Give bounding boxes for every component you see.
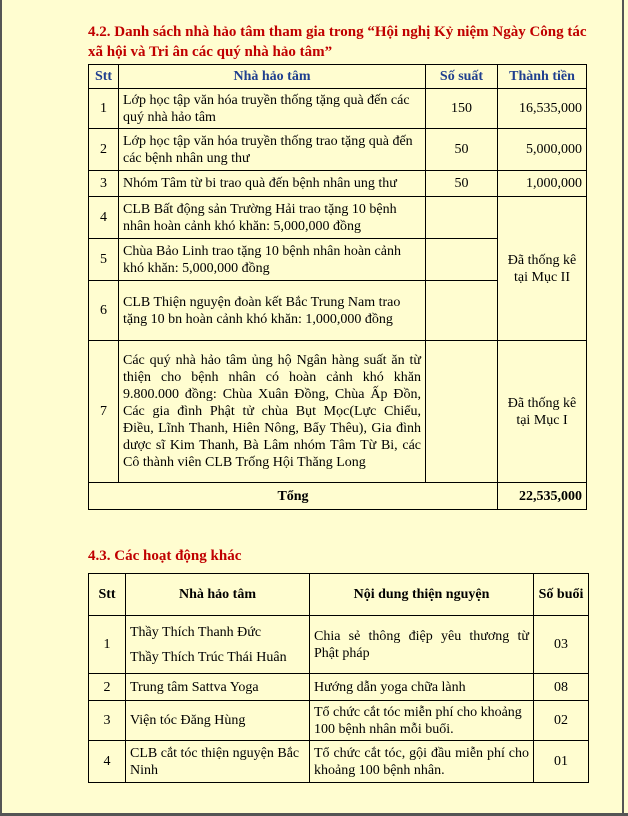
row-amount: Đã thống kê tại Mục I xyxy=(498,341,587,483)
col-stt-header: Stt xyxy=(89,574,126,616)
col-amount-header: Thành tiền xyxy=(498,65,587,89)
row-content: Hướng dẫn yoga chữa lành xyxy=(310,674,534,701)
table-row xyxy=(89,741,589,783)
donor-list-table xyxy=(88,64,587,510)
table-row xyxy=(89,341,587,483)
table-header-row xyxy=(89,574,589,616)
row-stt: 4 xyxy=(89,741,126,783)
col-portions-header: Số suất xyxy=(426,65,498,89)
table-row xyxy=(89,171,587,197)
col-donor-header: Nhà hảo tâm xyxy=(119,65,426,89)
row-stt: 1 xyxy=(89,89,119,129)
row-stt: 2 xyxy=(89,674,126,701)
col-donor-header: Nhà hảo tâm xyxy=(126,574,310,616)
donor-name-b: Thầy Thích Trúc Thái Huân xyxy=(130,649,287,665)
row-donor: Lớp học tập văn hóa truyền thống trao tặng quà đến các bệnh nhân ung thư xyxy=(119,129,426,171)
row-sessions: 08 xyxy=(534,674,589,701)
row-sessions: 02 xyxy=(534,701,589,741)
row-stt: 1 xyxy=(89,616,126,674)
row-donor: Nhóm Tâm từ bi trao quà đến bệnh nhân ung thư xyxy=(119,171,426,197)
table-row xyxy=(89,674,589,701)
row-amount: 16,535,000 xyxy=(498,89,587,129)
row-amount: 5,000,000 xyxy=(498,129,587,171)
table-row xyxy=(89,129,587,171)
col-stt-header: Stt xyxy=(89,65,119,89)
row-content: Tổ chức cắt tóc miễn phí cho khoảng 100 bệnh nhân mỗi buổi. xyxy=(310,701,534,741)
total-label: Tổng xyxy=(89,483,498,510)
row-stt: 5 xyxy=(89,239,119,281)
col-content-header: Nội dung thiện nguyện xyxy=(310,574,534,616)
section-4-3-heading: 4.3. Các hoạt động khác xyxy=(88,548,242,564)
table-row xyxy=(89,616,589,674)
row-portions-empty xyxy=(426,281,498,341)
page-right-border xyxy=(622,0,624,816)
row-stt: 2 xyxy=(89,129,119,171)
row-donor: CLB cắt tóc thiện nguyện Bắc Ninh xyxy=(126,741,310,783)
table-row xyxy=(89,701,589,741)
row-sessions: 01 xyxy=(534,741,589,783)
total-amount: 22,535,000 xyxy=(498,483,587,510)
row-donor xyxy=(126,616,310,674)
row-stt: 7 xyxy=(89,341,119,483)
merged-note-cell: Đã thống kê tại Mục II xyxy=(498,197,587,341)
row-amount: 1,000,000 xyxy=(498,171,587,197)
section-4-2-heading: 4.2. Danh sách nhà hảo tâm tham gia trong “Hội nghị Kỷ niệm Ngày Công tác xã hội và Tri ân các quý nhà hảo tâm” xyxy=(88,24,587,60)
row-portions-empty xyxy=(426,239,498,281)
row-donor: CLB Bất động sản Trường Hải trao tặng 10 bệnh nhân hoàn cảnh khó khăn: 5,000,000 đồng xyxy=(119,197,426,239)
row-content: Chia sẻ thông điệp yêu thương từ Phật pháp xyxy=(310,616,534,674)
table-header-row xyxy=(89,65,587,89)
row-donor: Lớp học tập văn hóa truyền thống tặng quà đến các quý nhà hảo tâm xyxy=(119,89,426,129)
row-donor: Trung tâm Sattva Yoga xyxy=(126,674,310,701)
row-donor: Các quý nhà hảo tâm ủng hộ Ngân hàng suất ăn từ thiện cho bệnh nhân có hoàn cảnh khó khăn 9.800.000 đồng: Chùa Xuân Đồng, Chùa Ấp Đồn, Các gia đình Phật tử chùa Bụt Mọc(Lực Chiểu, Điều, Lĩnh Thanh, Hiên Nông, Bẩy Thêu), Gia đình dược sĩ Kim Thanh, Bà Lâm nhóm Tâm Từ Bi, các Cô thành viên CLB Trống Hội Thăng Long xyxy=(119,341,426,483)
row-portions: 50 xyxy=(426,171,498,197)
row-donor: CLB Thiện nguyện đoàn kết Bắc Trung Nam trao tặng 10 bn hoàn cảnh khó khăn: 1,000,000 đồng xyxy=(119,281,426,341)
row-stt: 3 xyxy=(89,701,126,741)
row-content: Tổ chức cắt tóc, gội đầu miễn phí cho khoảng 100 bệnh nhân. xyxy=(310,741,534,783)
donor-name-a: Thầy Thích Thanh Đức xyxy=(130,624,262,640)
row-portions: 150 xyxy=(426,89,498,129)
other-activities-table xyxy=(88,573,589,783)
row-stt: 3 xyxy=(89,171,119,197)
row-stt: 6 xyxy=(89,281,119,341)
row-donor: Viện tóc Đăng Hùng xyxy=(126,701,310,741)
row-stt: 4 xyxy=(89,197,119,239)
row-sessions: 03 xyxy=(534,616,589,674)
table-row xyxy=(89,197,587,239)
row-portions-empty xyxy=(426,341,498,483)
table-row xyxy=(89,89,587,129)
row-portions-empty xyxy=(426,197,498,239)
row-donor: Chùa Bảo Linh trao tặng 10 bệnh nhân hoàn cảnh khó khăn: 5,000,000 đồng xyxy=(119,239,426,281)
total-row xyxy=(89,483,587,510)
page-left-border xyxy=(0,0,2,816)
row-portions: 50 xyxy=(426,129,498,171)
col-sessions-header: Số buổi xyxy=(534,574,589,616)
